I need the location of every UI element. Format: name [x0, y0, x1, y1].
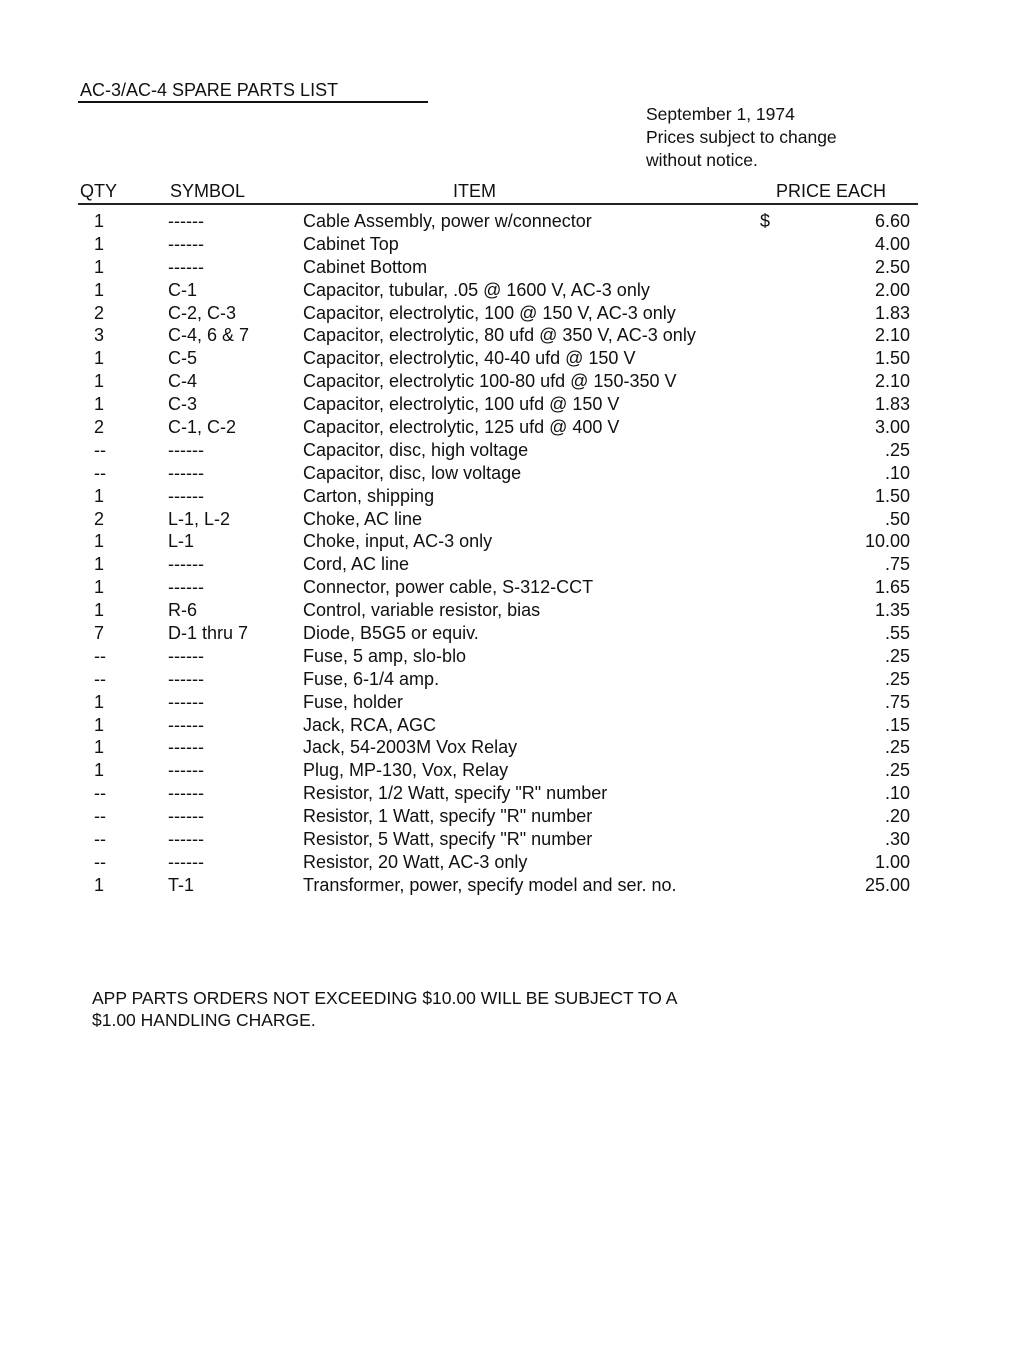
qty-cell: -- — [94, 851, 106, 872]
column-header-symbol: SYMBOL — [170, 181, 246, 201]
item-cell: Jack, 54-2003M Vox Relay — [303, 737, 518, 758]
table-row — [0, 623, 1020, 646]
symbol-cell: L-1 — [168, 531, 195, 552]
symbol-cell: ------ — [168, 783, 204, 804]
qty-cell: 1 — [94, 485, 105, 506]
qty-cell: 1 — [94, 600, 105, 621]
qty-cell: 1 — [94, 577, 105, 598]
qty-cell: 1 — [94, 279, 105, 300]
qty-cell: 1 — [94, 211, 105, 231]
price-cell: .75 — [884, 691, 910, 712]
symbol-cell: ------ — [168, 691, 204, 712]
column-header-qty: QTY — [80, 181, 118, 201]
symbol-cell: C-1, C-2 — [168, 417, 237, 438]
item-cell: Cable Assembly, power w/connector — [303, 211, 592, 231]
price-cell: 1.35 — [874, 600, 910, 621]
symbol-cell: ------ — [168, 645, 204, 666]
price-cell: 1.50 — [874, 348, 910, 369]
item-cell: Fuse, holder — [303, 691, 404, 712]
parts-table — [0, 211, 1020, 898]
symbol-cell: D-1 thru 7 — [168, 623, 249, 644]
table-row — [0, 371, 1020, 394]
item-cell: Capacitor, tubular, .05 @ 1600 V, AC-3 only — [303, 279, 650, 300]
footer-note: $1.00 HANDLING CHARGE. — [92, 1010, 316, 1030]
item-cell: Capacitor, electrolytic, 40-40 ufd @ 150 V — [303, 348, 636, 369]
symbol-cell: ------ — [168, 554, 204, 575]
table-row — [0, 509, 1020, 532]
table-row — [0, 440, 1020, 463]
table-row — [0, 737, 1020, 760]
qty-cell: -- — [94, 645, 106, 666]
price-cell: .50 — [884, 508, 910, 529]
table-row — [0, 760, 1020, 783]
price-cell: 1.65 — [874, 577, 910, 598]
column-header-price: PRICE EACH — [776, 181, 887, 201]
document-title: AC-3/AC-4 SPARE PARTS LIST — [80, 80, 339, 100]
table-row — [0, 646, 1020, 669]
item-cell: Resistor, 20 Watt, AC-3 only — [303, 851, 528, 872]
qty-cell: 1 — [94, 691, 105, 712]
table-row — [0, 303, 1020, 326]
price-cell: .75 — [884, 554, 910, 575]
symbol-cell: C-4, 6 & 7 — [168, 325, 250, 346]
item-cell: Resistor, 1 Watt, specify "R" number — [303, 806, 593, 827]
price-cell: 25.00 — [864, 874, 910, 895]
qty-cell: 7 — [94, 623, 105, 644]
price-cell: 4.00 — [874, 233, 910, 254]
item-cell: Cabinet Bottom — [303, 256, 428, 277]
item-cell: Capacitor, electrolytic 100-80 ufd @ 150-350 V — [303, 371, 677, 392]
qty-cell: -- — [94, 829, 106, 850]
symbol-cell: ------ — [168, 577, 204, 598]
symbol-cell: ------ — [168, 233, 204, 254]
symbol-cell: ------ — [168, 211, 204, 231]
table-row — [0, 577, 1020, 600]
price-cell: 10.00 — [864, 531, 910, 552]
table-row — [0, 394, 1020, 417]
qty-cell: -- — [94, 439, 106, 460]
qty-cell: 2 — [94, 302, 105, 323]
item-cell: Choke, AC line — [303, 508, 423, 529]
currency-symbol: $ — [760, 211, 771, 231]
qty-cell: 2 — [94, 508, 105, 529]
column-header-item: ITEM — [453, 181, 496, 201]
symbol-cell: C-3 — [168, 394, 198, 415]
price-cell: 1.00 — [874, 851, 910, 872]
item-cell: Control, variable resistor, bias — [303, 600, 541, 621]
symbol-cell: C-4 — [168, 371, 198, 392]
price-cell: .20 — [884, 806, 910, 827]
qty-cell: -- — [94, 462, 106, 483]
symbol-cell: ------ — [168, 439, 204, 460]
price-cell: .25 — [884, 760, 910, 781]
price-cell: 1.83 — [874, 302, 910, 323]
item-cell: Capacitor, electrolytic, 100 @ 150 V, AC-3 only — [303, 302, 676, 323]
price-cell: .25 — [884, 737, 910, 758]
qty-cell: 2 — [94, 417, 105, 438]
price-notice-line: Prices subject to change — [646, 127, 837, 147]
date-line: September 1, 1974 — [646, 104, 795, 124]
symbol-cell: ------ — [168, 485, 204, 506]
item-cell: Fuse, 6-1/4 amp. — [303, 668, 440, 689]
table-row — [0, 348, 1020, 371]
item-cell: Cord, AC line — [303, 554, 410, 575]
item-cell: Capacitor, electrolytic, 125 ufd @ 400 V — [303, 417, 620, 438]
qty-cell: -- — [94, 806, 106, 827]
table-row — [0, 829, 1020, 852]
qty-cell: 1 — [94, 760, 105, 781]
symbol-cell: ------ — [168, 851, 204, 872]
table-row — [0, 280, 1020, 303]
symbol-cell: R-6 — [168, 600, 198, 621]
table-row — [0, 325, 1020, 348]
symbol-cell: ------ — [168, 760, 204, 781]
qty-cell: -- — [94, 668, 106, 689]
table-row — [0, 600, 1020, 623]
title-underline — [78, 101, 428, 103]
table-row — [0, 783, 1020, 806]
table-row — [0, 715, 1020, 738]
item-cell: Cabinet Top — [303, 233, 399, 254]
price-cell: 3.00 — [874, 417, 910, 438]
table-row — [0, 486, 1020, 509]
qty-cell: -- — [94, 783, 106, 804]
symbol-cell: C-1 — [168, 279, 198, 300]
item-cell: Connector, power cable, S-312-CCT — [303, 577, 594, 598]
table-row — [0, 463, 1020, 486]
footer-note: APP PARTS ORDERS NOT EXCEEDING $10.00 WILL BE SUBJECT TO A — [92, 988, 678, 1008]
price-cell: .15 — [884, 714, 910, 735]
qty-cell: 1 — [94, 233, 105, 254]
symbol-cell: T-1 — [168, 874, 195, 895]
qty-cell: 1 — [94, 256, 105, 277]
qty-cell: 3 — [94, 325, 105, 346]
symbol-cell: ------ — [168, 737, 204, 758]
qty-cell: 1 — [94, 554, 105, 575]
symbol-cell: ------ — [168, 256, 204, 277]
item-cell: Capacitor, electrolytic, 100 ufd @ 150 V — [303, 394, 620, 415]
item-cell: Resistor, 5 Watt, specify "R" number — [303, 829, 593, 850]
table-row — [0, 554, 1020, 577]
symbol-cell: L-1, L-2 — [168, 508, 231, 529]
table-row — [0, 852, 1020, 875]
item-cell: Fuse, 5 amp, slo-blo — [303, 645, 467, 666]
qty-cell: 1 — [94, 737, 105, 758]
symbol-cell: ------ — [168, 462, 204, 483]
table-row — [0, 417, 1020, 440]
price-cell: .25 — [884, 439, 910, 460]
table-row — [0, 211, 1020, 234]
table-row — [0, 692, 1020, 715]
price-notice-line: without notice. — [646, 150, 758, 170]
table-row — [0, 531, 1020, 554]
symbol-cell: C-2, C-3 — [168, 302, 237, 323]
price-cell: .25 — [884, 645, 910, 666]
table-row — [0, 669, 1020, 692]
qty-cell: 1 — [94, 371, 105, 392]
item-cell: Capacitor, disc, high voltage — [303, 439, 529, 460]
price-cell: .25 — [884, 668, 910, 689]
qty-cell: 1 — [94, 874, 105, 895]
price-cell: 2.10 — [874, 325, 910, 346]
header-rule — [78, 203, 918, 205]
item-cell: Resistor, 1/2 Watt, specify "R" number — [303, 783, 608, 804]
table-row — [0, 257, 1020, 280]
item-cell: Capacitor, disc, low voltage — [303, 462, 522, 483]
symbol-cell: ------ — [168, 806, 204, 827]
price-cell: 2.10 — [874, 371, 910, 392]
item-cell: Jack, RCA, AGC — [303, 714, 437, 735]
symbol-cell: ------ — [168, 714, 204, 735]
qty-cell: 1 — [94, 348, 105, 369]
table-row — [0, 806, 1020, 829]
price-cell: 1.83 — [874, 394, 910, 415]
qty-cell: 1 — [94, 394, 105, 415]
symbol-cell: ------ — [168, 829, 204, 850]
qty-cell: 1 — [94, 531, 105, 552]
table-row — [0, 234, 1020, 257]
item-cell: Transformer, power, specify model and ser. no. — [303, 874, 677, 895]
price-cell: .30 — [884, 829, 910, 850]
item-cell: Diode, B5G5 or equiv. — [303, 623, 479, 644]
price-cell: .10 — [884, 783, 910, 804]
symbol-cell: ------ — [168, 668, 204, 689]
price-cell: 1.50 — [874, 485, 910, 506]
price-cell: 6.60 — [874, 211, 910, 231]
price-cell: .55 — [884, 623, 910, 644]
price-cell: .10 — [884, 462, 910, 483]
item-cell: Choke, input, AC-3 only — [303, 531, 493, 552]
symbol-cell: C-5 — [168, 348, 198, 369]
price-cell: 2.00 — [874, 279, 910, 300]
item-cell: Capacitor, electrolytic, 80 ufd @ 350 V, AC-3 only — [303, 325, 696, 346]
price-cell: 2.50 — [874, 256, 910, 277]
table-row — [0, 875, 1020, 898]
item-cell: Plug, MP-130, Vox, Relay — [303, 760, 509, 781]
item-cell: Carton, shipping — [303, 485, 435, 506]
qty-cell: 1 — [94, 714, 105, 735]
